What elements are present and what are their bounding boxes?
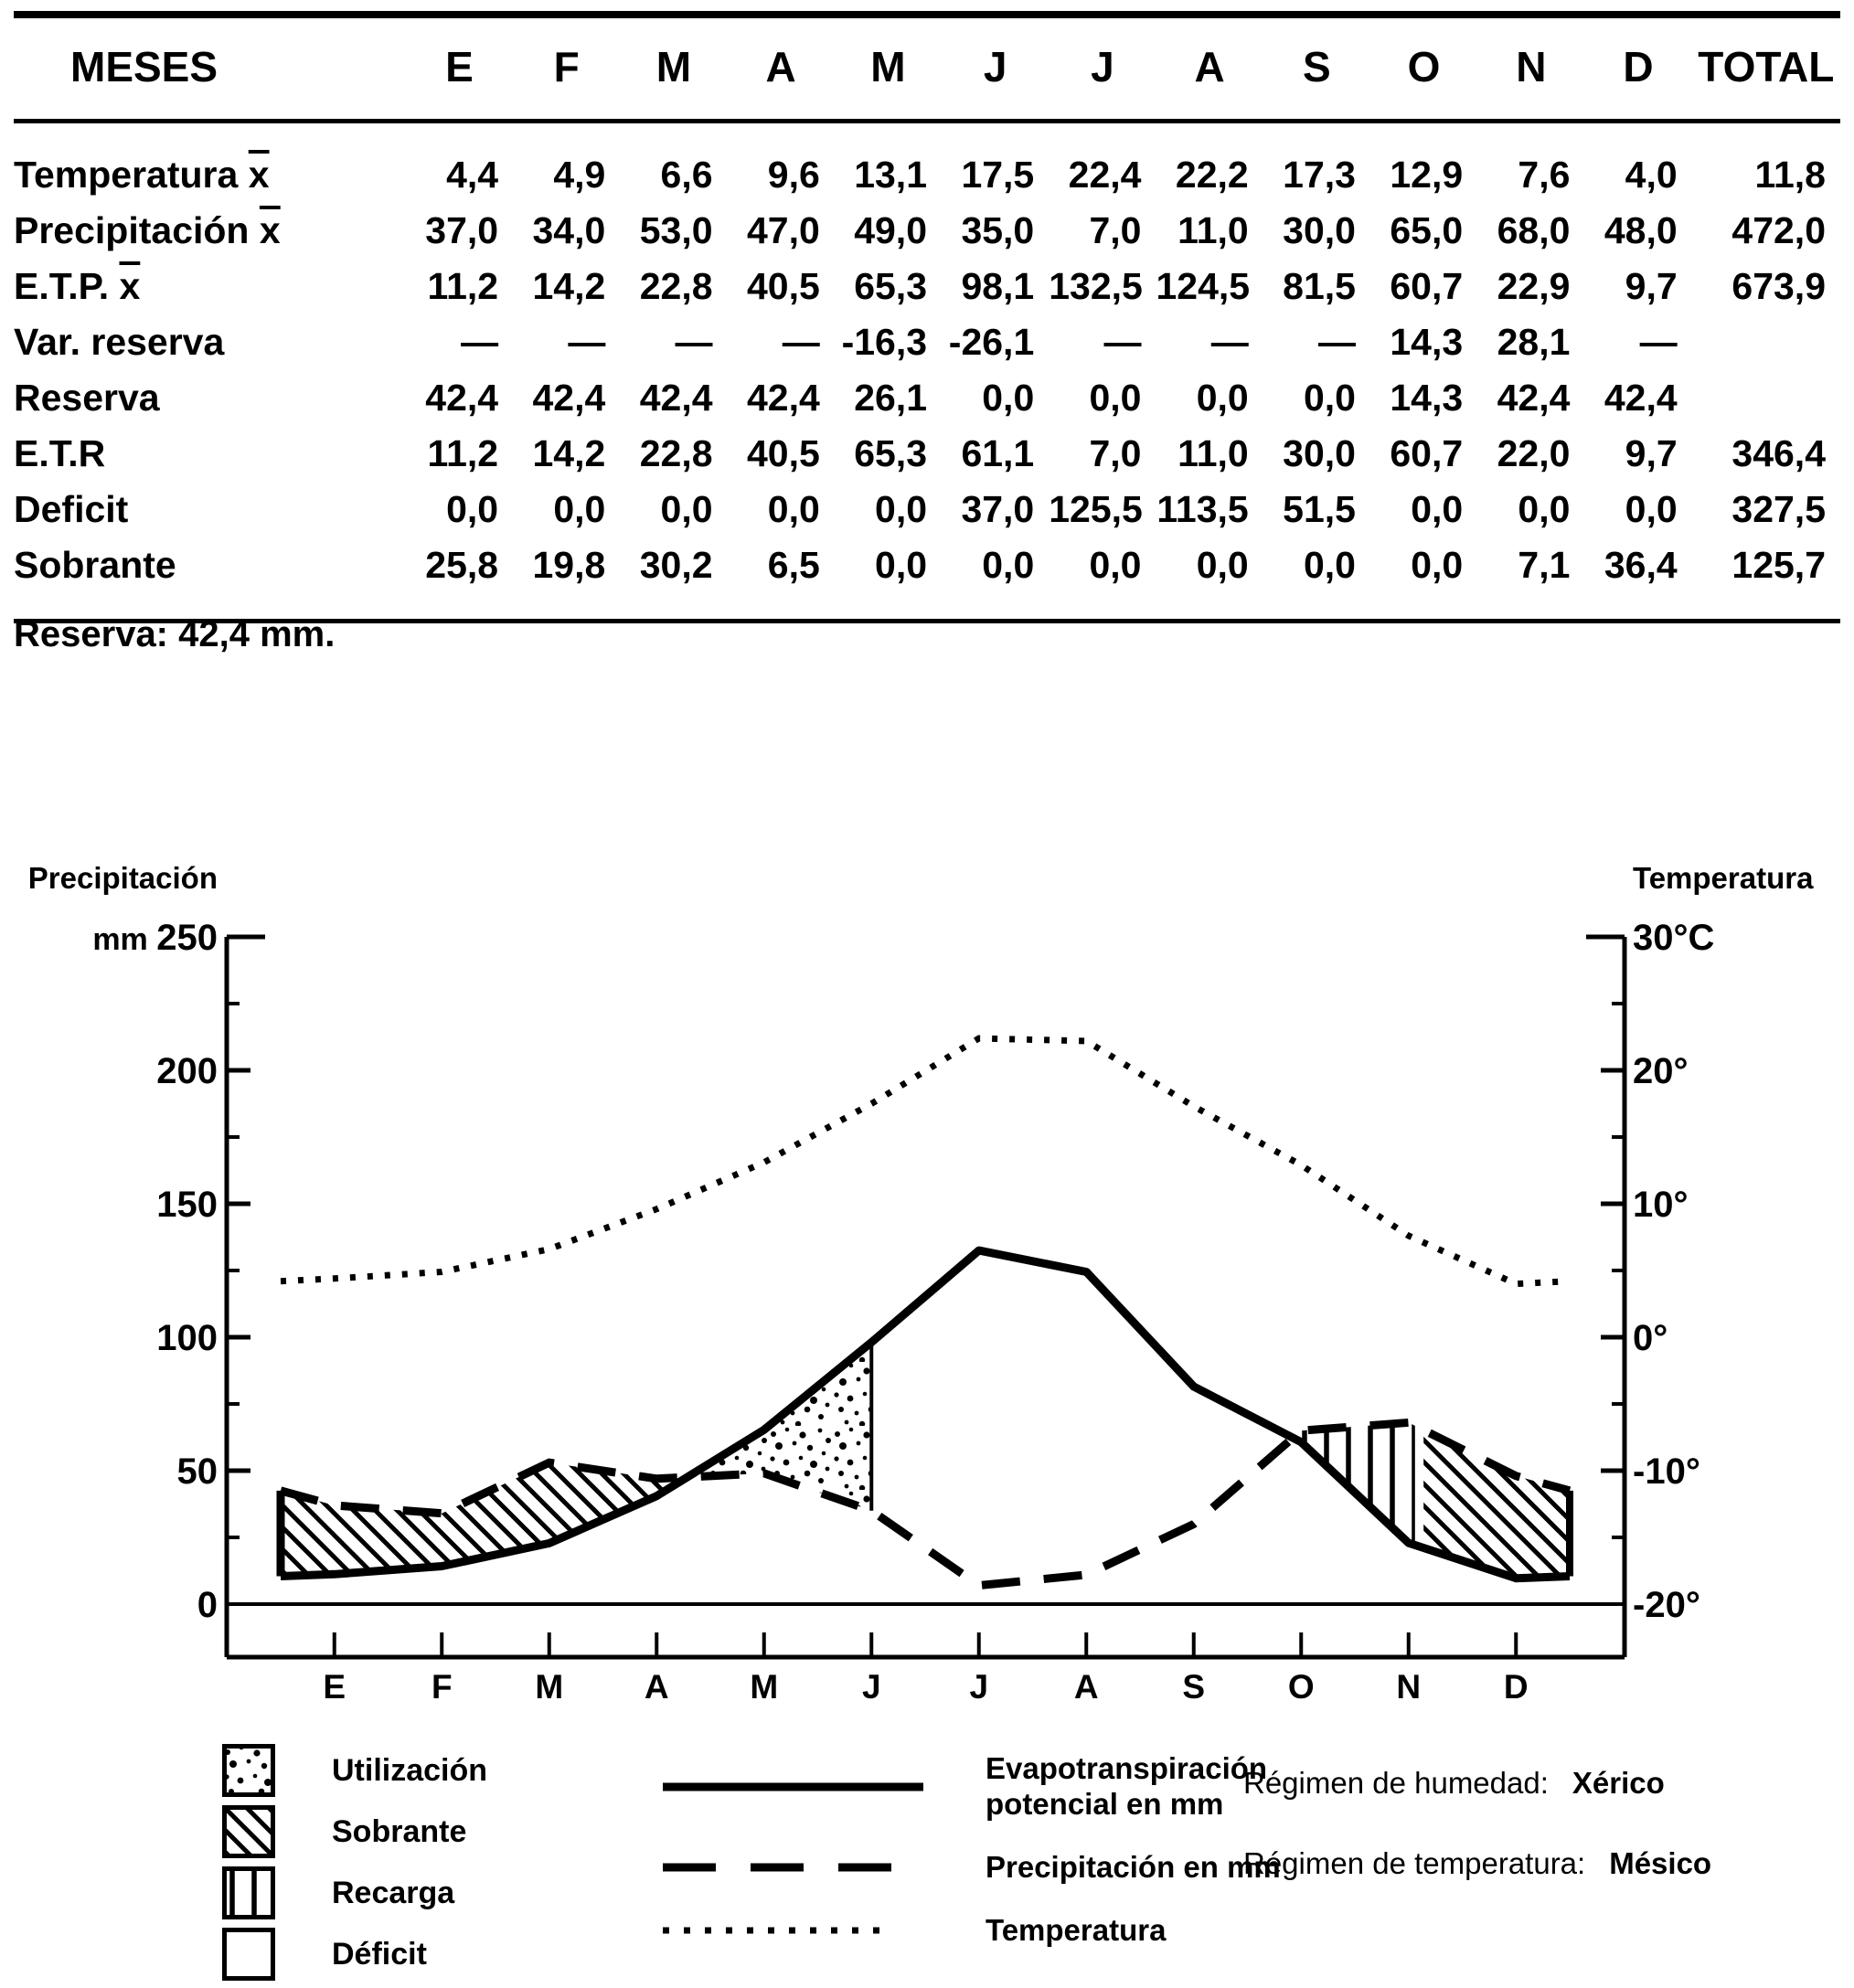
regime-row bbox=[1243, 1846, 1711, 1881]
left-tick-label: 50 bbox=[176, 1451, 218, 1492]
table-cell: 30,2 bbox=[639, 544, 713, 586]
right-tick-label: 20° bbox=[1633, 1051, 1689, 1091]
table-cell: 53,0 bbox=[639, 209, 713, 251]
legend-area-label: Sobrante bbox=[332, 1813, 467, 1849]
table-cell: — bbox=[782, 321, 820, 363]
table-cell: 98,1 bbox=[961, 265, 1035, 307]
legend-lines bbox=[663, 1751, 1281, 1976]
table-cell: 25,8 bbox=[425, 544, 499, 586]
regime-row bbox=[1243, 1766, 1711, 1801]
month-label: J bbox=[861, 1668, 881, 1706]
legend-swatch-stipple-icon bbox=[222, 1744, 275, 1797]
legend-area-label: Déficit bbox=[332, 1936, 427, 1972]
legend-line-dashed bbox=[663, 1850, 1281, 1886]
legend-area-diagonal bbox=[222, 1805, 487, 1858]
reserve-note: Reserva: 42,4 mm. bbox=[14, 614, 336, 654]
row-label: Sobrante bbox=[14, 544, 176, 586]
col-header-month-8: S bbox=[1263, 15, 1370, 122]
month-label: D bbox=[1503, 1668, 1529, 1706]
x-bar-symbol: $\overline{x}$ bbox=[259, 209, 281, 251]
table-cell: 0,0 bbox=[1518, 488, 1571, 530]
row-label: Deficit bbox=[14, 488, 129, 530]
col-header-month-11: D bbox=[1584, 15, 1691, 122]
table-cell: 125,5 bbox=[1049, 488, 1143, 530]
table-cell: 6,6 bbox=[660, 154, 713, 196]
table-cell: 65,3 bbox=[854, 432, 928, 474]
legend-swatch-diagonal-icon bbox=[222, 1805, 275, 1858]
table-cell: 42,4 bbox=[532, 377, 606, 419]
table-cell: 60,7 bbox=[1390, 432, 1464, 474]
col-header-month-2: M bbox=[620, 15, 727, 122]
x-bar-symbol: $\overline{x}$ bbox=[248, 154, 270, 196]
legend-area-vertical bbox=[222, 1866, 487, 1919]
dashed-line-sample-icon bbox=[663, 1859, 923, 1876]
table-cell: — bbox=[1639, 321, 1678, 363]
right-axis-title: Temperatura bbox=[1633, 861, 1814, 895]
col-header-total: TOTAL bbox=[1692, 15, 1840, 122]
table-cell: 36,4 bbox=[1604, 544, 1678, 586]
table-cell: — bbox=[568, 321, 606, 363]
legend-line-dotted bbox=[663, 1913, 1281, 1949]
table-cell: 7,0 bbox=[1089, 432, 1142, 474]
table-cell: 9,7 bbox=[1625, 432, 1678, 474]
table-cell-total: 673,9 bbox=[1731, 265, 1826, 307]
table-row bbox=[14, 314, 1840, 370]
table-cell: 113,5 bbox=[1156, 488, 1249, 530]
table-cell: 22,8 bbox=[639, 265, 713, 307]
table-body bbox=[14, 122, 1840, 622]
table-row bbox=[14, 259, 1840, 314]
table-cell: 0,0 bbox=[1411, 488, 1464, 530]
table-cell: 17,5 bbox=[961, 154, 1035, 196]
table-row bbox=[14, 426, 1840, 482]
x-bar-symbol: $\overline{x}$ bbox=[119, 265, 141, 307]
legend-area-label: Utilización bbox=[332, 1752, 488, 1788]
table-cell: 42,4 bbox=[1604, 377, 1678, 419]
month-label: A bbox=[644, 1668, 669, 1706]
legend-areas bbox=[222, 1744, 487, 1988]
table-cell-total bbox=[1692, 314, 1840, 370]
table-cell: 0,0 bbox=[875, 488, 928, 530]
table-cell: 4,0 bbox=[1625, 154, 1678, 196]
table-cell: — bbox=[1210, 321, 1249, 363]
table-cell: 11,0 bbox=[1177, 209, 1249, 251]
table-cell: 0,0 bbox=[1303, 377, 1356, 419]
table-cell: 4,4 bbox=[446, 154, 499, 196]
table-cell-total: 11,8 bbox=[1754, 154, 1826, 196]
table-cell: 26,1 bbox=[854, 377, 928, 419]
table-cell: 30,0 bbox=[1283, 432, 1356, 474]
table-cell: 22,4 bbox=[1068, 154, 1142, 196]
table-cell: 37,0 bbox=[961, 488, 1035, 530]
legend-area-label: Recarga bbox=[332, 1875, 455, 1910]
left-tick-label: 150 bbox=[156, 1185, 218, 1225]
table-cell: 48,0 bbox=[1604, 209, 1678, 251]
table-cell: — bbox=[1317, 321, 1356, 363]
left-tick-label: 100 bbox=[156, 1318, 218, 1358]
table-cell: 0,0 bbox=[660, 488, 713, 530]
regime-value: Xérico bbox=[1572, 1766, 1665, 1800]
month-label: J bbox=[969, 1668, 989, 1706]
col-header-month-0: E bbox=[406, 15, 513, 122]
table-cell-total: 327,5 bbox=[1731, 488, 1826, 530]
row-label: Temperatura $\overline{x}$ bbox=[14, 154, 270, 196]
table-cell: 9,7 bbox=[1625, 265, 1678, 307]
table-cell: -16,3 bbox=[841, 321, 928, 363]
left-tick-label: 0 bbox=[197, 1585, 218, 1625]
regime-label: Régimen de humedad: bbox=[1243, 1766, 1549, 1800]
table-header-row bbox=[14, 15, 1840, 122]
month-label: S bbox=[1182, 1668, 1206, 1706]
right-tick-label: 30°C bbox=[1633, 918, 1715, 958]
table-cell: 7,0 bbox=[1089, 209, 1142, 251]
month-label: M bbox=[535, 1668, 564, 1706]
col-header-month-10: N bbox=[1477, 15, 1584, 122]
col-header-month-9: O bbox=[1370, 15, 1477, 122]
table-cell: 6,5 bbox=[767, 544, 820, 586]
table-row bbox=[14, 203, 1840, 259]
table-cell: 9,6 bbox=[767, 154, 820, 196]
table-cell: 0,0 bbox=[553, 488, 606, 530]
table-cell: 0,0 bbox=[767, 488, 820, 530]
water-balance-chart bbox=[0, 850, 1854, 1741]
table-cell: 40,5 bbox=[746, 432, 820, 474]
month-label: A bbox=[1073, 1668, 1099, 1706]
table-cell: 47,0 bbox=[746, 209, 820, 251]
table-row bbox=[14, 537, 1840, 622]
row-label: Var. reserva bbox=[14, 321, 225, 363]
table-cell: 28,1 bbox=[1497, 321, 1571, 363]
row-label: Precipitación $\overline{x}$ bbox=[14, 209, 281, 251]
table-cell: 14,3 bbox=[1390, 377, 1464, 419]
table-cell-total bbox=[1692, 370, 1840, 426]
table-cell: 0,0 bbox=[982, 544, 1035, 586]
legend-regimes bbox=[1243, 1766, 1711, 1927]
solid-line-sample-icon bbox=[663, 1779, 923, 1795]
table-cell: 0,0 bbox=[1411, 544, 1464, 586]
table-cell: 124,5 bbox=[1156, 265, 1251, 307]
water-balance-table bbox=[14, 11, 1840, 623]
table-cell: 22,0 bbox=[1497, 432, 1571, 474]
table-cell: 61,1 bbox=[961, 432, 1035, 474]
dotted-line-sample-icon bbox=[663, 1922, 923, 1939]
table-cell: 0,0 bbox=[982, 377, 1035, 419]
table-cell: 132,5 bbox=[1049, 265, 1143, 307]
left-axis-title: Precipitación bbox=[27, 861, 218, 895]
table-cell: 17,3 bbox=[1283, 154, 1356, 196]
legend-line-label: Temperatura bbox=[986, 1912, 1167, 1947]
table-cell-total: 125,7 bbox=[1731, 544, 1826, 586]
row-label: E.T.R bbox=[14, 432, 106, 474]
month-label: F bbox=[431, 1668, 453, 1706]
table-cell: 68,0 bbox=[1497, 209, 1571, 251]
water-balance-table-wrap bbox=[14, 11, 1840, 623]
legend-line-solid bbox=[663, 1751, 1281, 1823]
row-label: Reserva bbox=[14, 377, 160, 419]
regime-label: Régimen de temperatura: bbox=[1243, 1846, 1586, 1880]
col-header-month-3: A bbox=[728, 15, 835, 122]
table-cell: 40,5 bbox=[746, 265, 820, 307]
table-cell: 60,7 bbox=[1390, 265, 1464, 307]
table-cell: 65,3 bbox=[854, 265, 928, 307]
col-header-month-1: F bbox=[513, 15, 620, 122]
table-cell: 0,0 bbox=[1089, 377, 1142, 419]
table-cell: 34,0 bbox=[532, 209, 606, 251]
col-header-month-5: J bbox=[942, 15, 1049, 122]
table-row bbox=[14, 370, 1840, 426]
table-cell: 14,2 bbox=[532, 432, 606, 474]
table-cell: 7,6 bbox=[1518, 154, 1571, 196]
table-cell: 42,4 bbox=[425, 377, 499, 419]
table-row bbox=[14, 482, 1840, 537]
table-cell: -26,1 bbox=[948, 321, 1035, 363]
left-tick-label: 200 bbox=[156, 1051, 218, 1091]
table-cell: 42,4 bbox=[746, 377, 820, 419]
table-cell: 4,9 bbox=[553, 154, 606, 196]
table-cell: 22,9 bbox=[1497, 265, 1571, 307]
legend-swatch-vertical-icon bbox=[222, 1866, 275, 1919]
row-label: E.T.P. $\overline{x}$ bbox=[14, 265, 141, 307]
table-cell: 65,0 bbox=[1390, 209, 1464, 251]
table-cell: 7,1 bbox=[1518, 544, 1571, 586]
month-label: M bbox=[750, 1668, 779, 1706]
table-cell-total: 472,0 bbox=[1731, 209, 1826, 251]
table-cell: 49,0 bbox=[854, 209, 928, 251]
table-cell: 35,0 bbox=[961, 209, 1035, 251]
table-cell: 81,5 bbox=[1283, 265, 1356, 307]
legend-swatch-none-icon bbox=[222, 1928, 275, 1981]
table-cell: 13,1 bbox=[854, 154, 928, 196]
table-cell: 22,2 bbox=[1175, 154, 1249, 196]
table-row bbox=[14, 122, 1840, 204]
table-cell: — bbox=[1103, 321, 1142, 363]
table-cell-total: 346,4 bbox=[1731, 432, 1826, 474]
table-cell: 11,0 bbox=[1177, 432, 1249, 474]
regime-value: Mésico bbox=[1609, 1846, 1712, 1880]
col-header-month-4: M bbox=[835, 15, 942, 122]
month-label: N bbox=[1396, 1668, 1422, 1706]
table-cell: 11,2 bbox=[427, 265, 499, 307]
right-tick-label: 10° bbox=[1633, 1185, 1689, 1225]
table-cell: 14,2 bbox=[532, 265, 606, 307]
chart-areas bbox=[281, 1343, 1570, 1579]
table-cell: 30,0 bbox=[1283, 209, 1356, 251]
table-cell: 12,9 bbox=[1390, 154, 1464, 196]
temperature-dotted-line bbox=[281, 1038, 1570, 1284]
table-cell: 0,0 bbox=[875, 544, 928, 586]
table-cell: 37,0 bbox=[425, 209, 499, 251]
left-axis-unit-top: mm 250 bbox=[92, 918, 218, 958]
table-cell: 0,0 bbox=[1303, 544, 1356, 586]
legend-area-none bbox=[222, 1928, 487, 1981]
month-label: E bbox=[323, 1668, 346, 1706]
legend-area-stipple bbox=[222, 1744, 487, 1797]
legend-line-label: Precipitación en mm bbox=[986, 1849, 1281, 1884]
right-tick-label: -10° bbox=[1633, 1451, 1700, 1492]
table-cell: — bbox=[461, 321, 499, 363]
table-cell: 11,2 bbox=[427, 432, 499, 474]
table-cell: 22,8 bbox=[639, 432, 713, 474]
table-cell: 14,3 bbox=[1390, 321, 1464, 363]
right-tick-label: -20° bbox=[1633, 1585, 1700, 1625]
table-cell: 0,0 bbox=[1089, 544, 1142, 586]
table-cell: 42,4 bbox=[639, 377, 713, 419]
legend-line-label: Evapotranspiración potencial en mm bbox=[986, 1751, 1268, 1821]
table-cell: 19,8 bbox=[532, 544, 606, 586]
table-cell: 0,0 bbox=[1625, 488, 1678, 530]
col-header-month-7: A bbox=[1156, 15, 1263, 122]
table-cell: 42,4 bbox=[1497, 377, 1571, 419]
col-header-month-6: J bbox=[1049, 15, 1156, 122]
right-tick-label: 0° bbox=[1633, 1318, 1668, 1358]
col-header-meses: MESES bbox=[14, 15, 406, 122]
table-cell: 51,5 bbox=[1283, 488, 1356, 530]
table-cell: — bbox=[675, 321, 713, 363]
table-cell: 0,0 bbox=[446, 488, 499, 530]
month-label: O bbox=[1287, 1668, 1315, 1706]
table-cell: 0,0 bbox=[1196, 377, 1249, 419]
table-cell: 0,0 bbox=[1196, 544, 1249, 586]
